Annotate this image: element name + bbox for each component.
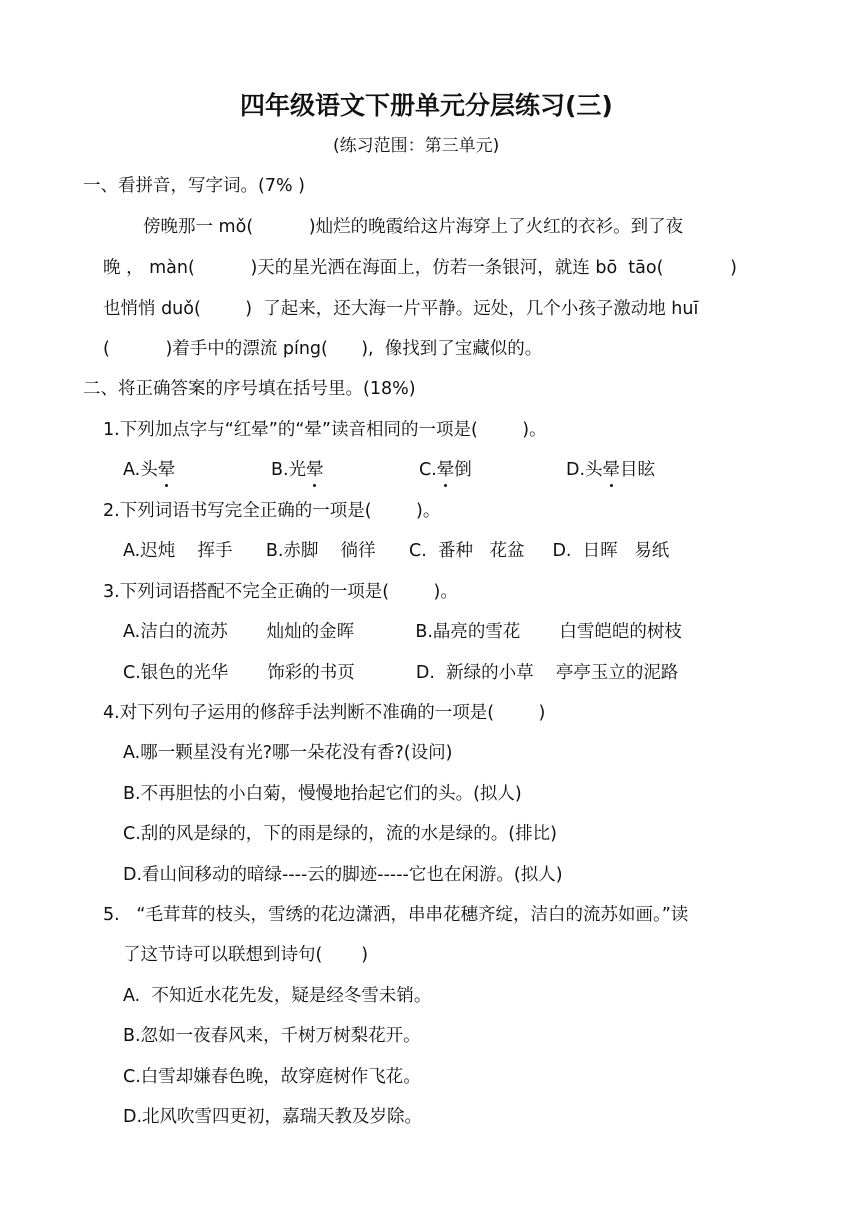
q1-option-d (566, 462, 655, 480)
q3-options-row-2: C.银色的光华 饰彩的书页 D. 新绿的小草 亭亭玉立的泥路 (123, 663, 679, 683)
page-subtitle: (练习范围：第三单元) (333, 136, 500, 156)
q1-option-c-text: C. (419, 460, 437, 480)
q1-option-d-text: D.头 (566, 460, 603, 480)
section-1-line-4: ( )着手中的漂流 píng( ), 像找到了宝藏似的。 (103, 339, 543, 359)
section-1-heading: 一、看拼音，写字词。(7% ) (83, 176, 305, 196)
section-2-heading: 二、将正确答案的序号填在括号里。(18%) (83, 379, 416, 399)
emphasis-dot-char: 晕 (602, 460, 621, 480)
q5-stem-line-1: 5. “毛茸茸的枝头，雪绣的花边潇洒，串串花穗齐绽，洁白的流苏如画。”读 (103, 905, 689, 925)
q3-options-row-1: A.洁白的流苏 灿灿的金晖 B.晶亮的雪花 白雪皑皑的树枝 (123, 622, 682, 642)
q1-option-c-tail: 倒 (454, 460, 472, 480)
q4-option-d: D.看山间移动的暗绿----云的脚迹-----它也在闲游。(拟人) (123, 865, 563, 885)
q1-option-b (271, 462, 324, 480)
q1-option-c (419, 462, 472, 480)
q1-option-d-tail: 目眩 (620, 460, 656, 480)
q5-option-d: D.北风吹雪四更初，嘉瑞天教及岁除。 (123, 1107, 423, 1127)
q3-stem: 3.下列词语搭配不完全正确的一项是( )。 (103, 582, 458, 602)
q5-option-c: C.白雪却嫌春色晚，故穿庭树作飞花。 (123, 1067, 421, 1087)
q2-options: A.迟炖 挥手 B.赤脚 徜徉 C. 番种 花盆 D. 日晖 易纸 (123, 541, 670, 561)
q5-option-b: B.忽如一夜春风来，千树万树梨花开。 (123, 1026, 421, 1046)
q2-stem: 2.下列词语书写完全正确的一项是( )。 (103, 501, 441, 521)
emphasis-dot-char: 晕 (157, 460, 176, 480)
q5-stem-line-2: 了这节诗可以联想到诗句( ) (123, 945, 369, 965)
q4-option-a: A.哪一颗星没有光?哪一朵花没有香?(设问) (123, 743, 453, 763)
q1-option-a-text: A.头 (123, 460, 158, 480)
q1-option-b-text: B.光 (271, 460, 307, 480)
section-1-line-1: 傍晚那一 mǒ( )灿烂的晚霞给这片海穿上了火红的衣衫。到了夜 (143, 217, 684, 237)
q4-stem: 4.对下列句子运用的修辞手法判断不准确的一项是( ) (103, 703, 546, 723)
section-1-line-3: 也悄悄 duǒ( ) 了起来，还大海一片平静。远处，几个小孩子激动地 huī (103, 299, 699, 319)
q4-option-b: B.不再胆怯的小白菊，慢慢地抬起它们的头。(拟人) (123, 784, 522, 804)
emphasis-dot-char: 晕 (306, 460, 324, 480)
section-1-line-2: 晚 ， màn( )天的星光洒在海面上，仿若一条银河，就连 bō tāo( ) (103, 258, 737, 278)
q1-stem: 1.下列加点字与“红晕”的“晕”读音相同的一项是( )。 (103, 420, 547, 440)
page-title: 四年级语文下册单元分层练习(三) (240, 91, 613, 120)
q5-option-a: A. 不知近水花先发，疑是经冬雪未销。 (123, 986, 432, 1006)
q4-option-c: C.刮的风是绿的，下的雨是绿的，流的水是绿的。(排比) (123, 824, 557, 844)
emphasis-dot-char: 晕 (436, 460, 455, 480)
q1-option-a (123, 462, 175, 480)
